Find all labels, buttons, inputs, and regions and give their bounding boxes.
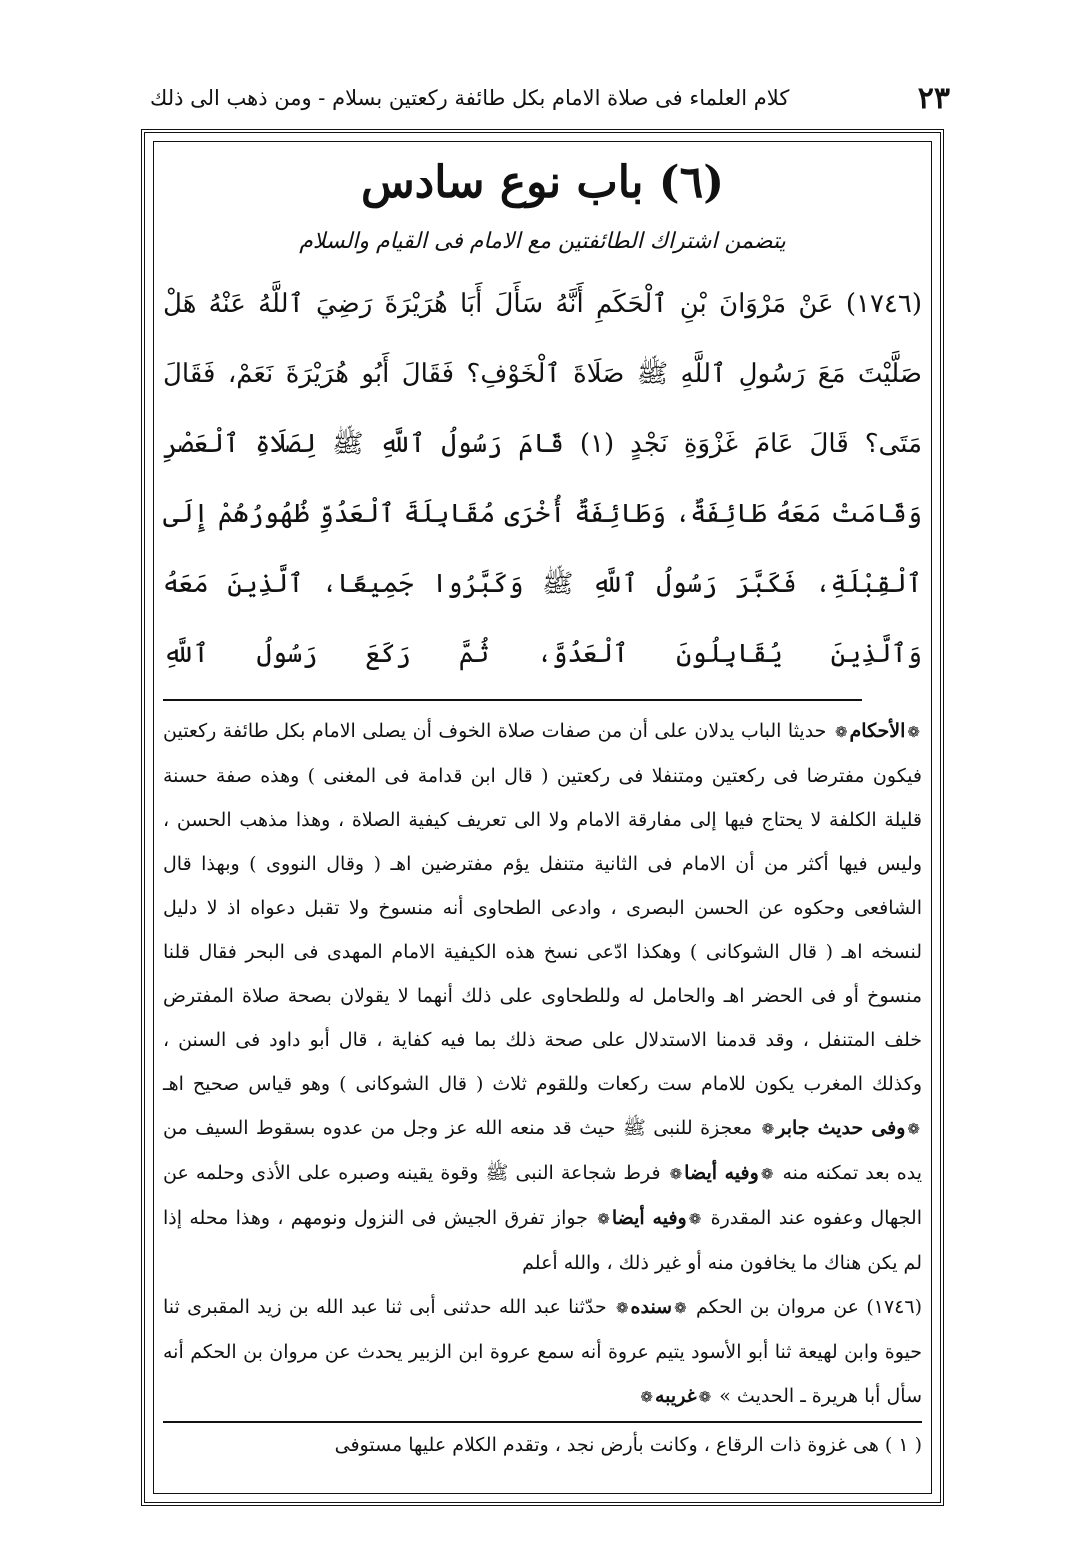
commentary-paragraph	[163, 709, 922, 1285]
chapter-title: (٦) باب نوع سادس	[360, 157, 725, 208]
ornament-icon: ❁	[760, 1165, 774, 1183]
commentary-text: معجزة للنبى ﷺ حيث قد منعه الله عز وجل من عدوه بسقوط السيف من يده بعد تمكنه منه	[163, 1117, 922, 1184]
ornament-icon: ❁	[688, 1210, 702, 1228]
commentary-subheading: وفى حديث جابر	[776, 1117, 906, 1139]
hadith-body: عَنْ مَرْوَانَ بْنِ ٱلْحَكَمِ أَنَّهُ سَأَلَ أَبَا هُرَيْرَةَ رَضِيَ ٱللَّهُ عَنْهُ هَلْ صَلَّيْتَ مَعَ رَسُولِ ٱللَّهِ ﷺ صَلَاةَ ٱلْخَوْفِ؟ فَقَالَ أَبُو هُرَيْرَةَ نَعَمْ، فَقَالَ مَتَى؟ قَالَ عَامَ غَزْوَةِ نَجْدٍ (١) قَامَ رَسُولُ ٱللَّهِ ﷺ لِصَلَاةِ ٱلْعَصْرِ وَقَامَتْ مَعَهُ طَائِفَةٌ، وَطَائِفَةٌ أُخْرَى مُقَابِلَةَ ٱلْعَدُوِّ ظُهُورُهُمْ إِلَى ٱلْقِبْلَةِ، فَكَبَّرَ رَسُولُ ٱللَّهِ ﷺ وَكَبَّرُوا جَمِيعًا، ٱلَّذِينَ مَعَهُ وَٱلَّذِينَ يُقَابِلُونَ ٱلْعَدُوَّ، ثُمَّ رَكَعَ رَسُولُ ٱللَّهِ	[163, 289, 922, 669]
ornament-icon: ❁	[669, 1165, 683, 1183]
page-content	[163, 147, 922, 1492]
gharib-label: غريبه	[654, 1385, 697, 1407]
commentary-label: الأحكام	[849, 720, 906, 742]
source-label: سنده	[630, 1296, 673, 1318]
ornament-icon: ❁	[698, 1388, 712, 1406]
source-number: (١٧٤٦)	[866, 1296, 922, 1318]
ornament-icon: ❁	[907, 723, 920, 741]
ornament-icon: ❁	[674, 1299, 687, 1317]
separator-rule	[163, 699, 862, 701]
commentary-subheading: وفيه أيضا	[611, 1207, 687, 1229]
page-number: ٢٣	[917, 80, 950, 116]
ornament-icon: ❁	[761, 1120, 775, 1138]
running-title: كلام العلماء فى صلاة الامام بكل طائفة ركعتين بسلام - ومن ذهب الى ذلك	[150, 86, 790, 110]
running-header	[150, 78, 950, 118]
commentary-text: حديثا الباب يدلان على أن من صفات صلاة الخوف أن يصلى الامام بكل طائفة ركعتين فيكون مفترضا فى ركعتين ومتنفلا فى ركعتين ( قال ابن قدامة فى المغنى ) وهذه صفة حسنة قليلة الكلفة لا يحتاج فيها إلى مفارقة الامام ولا الى تعريف كيفية الصلاة ، وهذا مذهب الحسن ، وليس فيها أكثر من أن الامام فى الثانية متنفل يؤم مفترضين اهـ ( وقال النووى ) وبهذا قال الشافعى وحكوه عن الحسن البصرى ، وادعى الطحاوى أنه منسوخ ولا تقبل دعواه اذ لا دليل لنسخه اهـ ( قال الشوكانى ) وهكذا ادّعى نسخ هذه الكيفية الامام المهدى فى البحر فقال قلنا منسوخ أو فى الحضر اهـ والحامل له وللطحاوى على ذلك أنهما لا يقولان بصحة صلاة المفترض خلف المتنفل ، وقد قدمنا الاستدلال على صحة ذلك بما فيه كفاية ، قال أبو داود فى السنن ، وكذلك المغرب يكون للامام ست ركعات وللقوم ثلاث ( قال الشوكانى ) وهو قياس صحيح اهـ	[163, 720, 923, 1095]
commentary-text: جواز تفرق الجيش فى النزول ونومهم ، وهذا محله إذا لم يكن هناك ما يخافون منه أو غير ذلك ، والله أعلم	[163, 1207, 922, 1274]
source-text: عن مروان بن الحكم	[696, 1296, 860, 1318]
hadith-text	[163, 269, 922, 689]
ornament-icon: ❁	[597, 1210, 610, 1228]
ornament-icon: ❁	[640, 1388, 653, 1406]
hadith-number: (١٧٤٦)	[845, 289, 922, 319]
source-text: حدّثنا عبد الله حدثنى أبى ثنا عبد الله بن زيد المقبرى ثنا حيوة وابن لهيعة ثنا أبو الأسود يتيم عروة أنه سمع عروة ابن الزبير يحدث عن مروان بن الحكم أنه سأل أبا هريرة ـ الحديث »	[163, 1296, 922, 1407]
ornament-icon: ❁	[615, 1299, 629, 1317]
ornament-icon: ❁	[907, 1120, 920, 1138]
ornament-icon: ❁	[834, 723, 848, 741]
chapter-subtitle: يتضمن اشتراك الطائفتين مع الامام فى القيام والسلام	[299, 229, 786, 254]
page-frame	[141, 129, 944, 1506]
commentary-text: فرط شجاعة النبى ﷺ وقوة يقينه وصبره على الأذى وحلمه عن الجهال وعفوه عند المقدرة	[163, 1162, 923, 1229]
commentary-subheading: وفيه أيضا	[684, 1162, 759, 1184]
source-paragraph	[163, 1285, 922, 1419]
footnote: ( ١ ) هى غزوة ذات الرقاع ، وكانت بأرض نجد ، وتقدم الكلام عليها مستوفى	[163, 1421, 922, 1467]
